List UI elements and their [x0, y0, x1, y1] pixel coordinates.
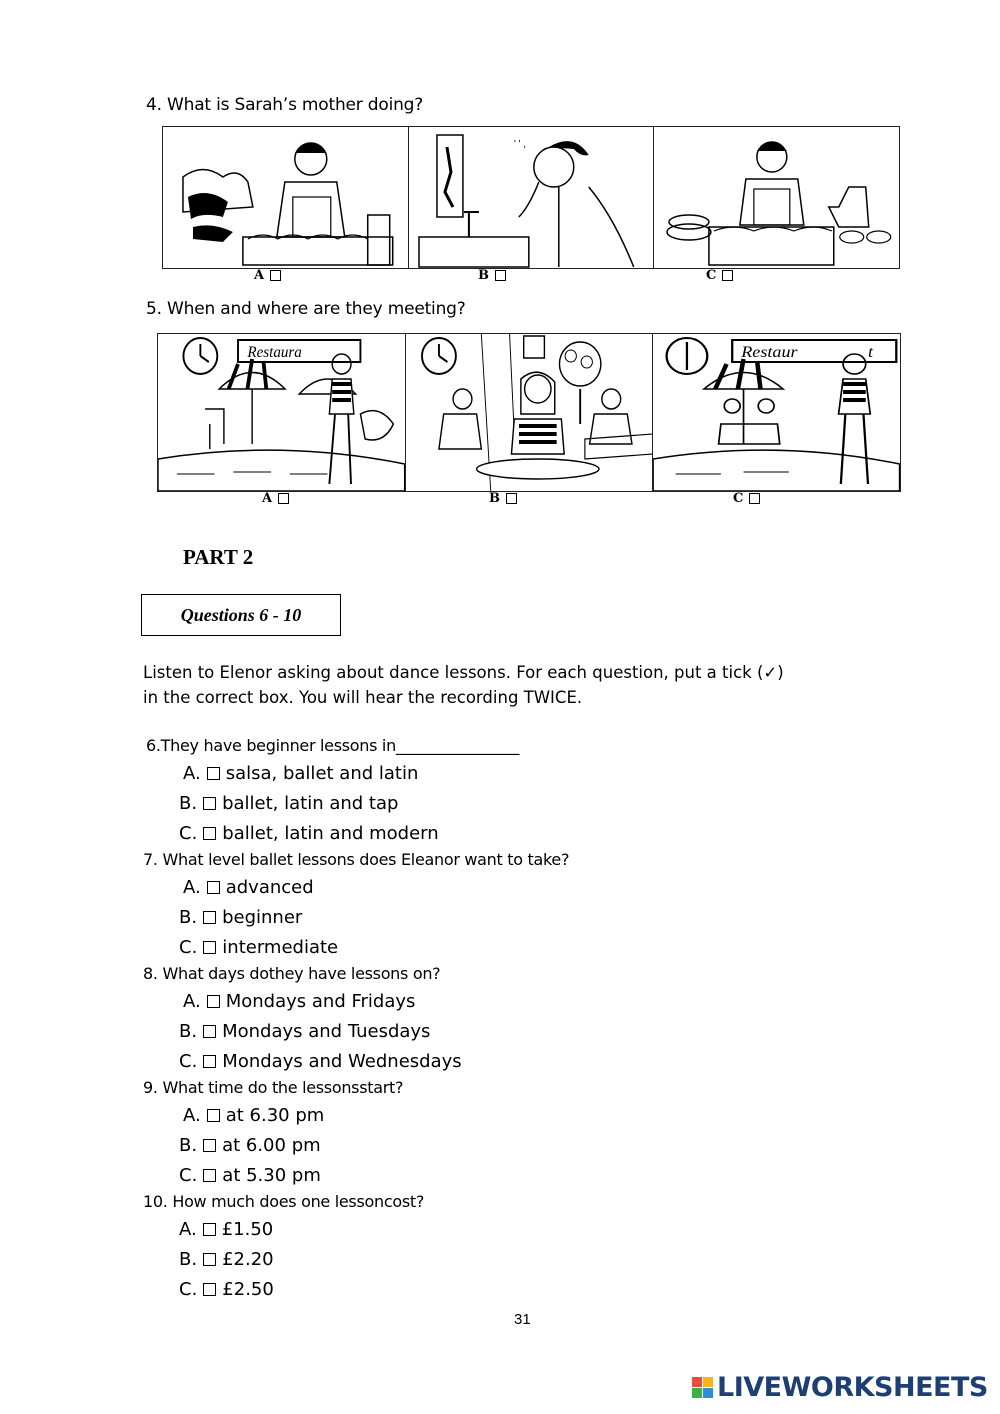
- picture-5a-restaurant-outside-day: [158, 334, 406, 491]
- option-letter: B.: [179, 907, 198, 928]
- option-text: £2.50: [222, 1279, 274, 1300]
- question-4-title: 4. What is Sarah’s mother doing?: [146, 95, 424, 115]
- q4-label-c[interactable]: [706, 268, 733, 283]
- option-text: beginner: [222, 907, 303, 928]
- option-letter: C: [733, 491, 744, 506]
- svg-text:' ' ,: ' ' ,: [513, 138, 526, 151]
- logo-square: [692, 1388, 702, 1398]
- question-10-text: 10. How much does one lessoncost?: [143, 1192, 425, 1211]
- option-letter: B.: [179, 1249, 198, 1270]
- checkbox[interactable]: [495, 270, 506, 281]
- checkbox[interactable]: [203, 1139, 216, 1152]
- question-9-option-c[interactable]: [179, 1165, 321, 1186]
- option-letter: B.: [179, 1021, 198, 1042]
- svg-text:Restaura: Restaura: [247, 343, 302, 362]
- logo-square: [692, 1377, 702, 1387]
- option-letter: A: [254, 268, 265, 283]
- option-text: ballet, latin and modern: [222, 823, 439, 844]
- question-10-option-b[interactable]: [179, 1249, 274, 1270]
- checkbox[interactable]: [749, 493, 760, 504]
- checkbox[interactable]: [203, 1055, 216, 1068]
- q5-label-a[interactable]: [262, 491, 289, 506]
- option-text: Mondays and Wednesdays: [222, 1051, 462, 1072]
- option-text: Mondays and Fridays: [225, 991, 416, 1012]
- question-8-text: 8. What days dothey have lessons on?: [143, 964, 441, 983]
- liveworksheets-logo[interactable]: [692, 1372, 988, 1403]
- question-10-option-a[interactable]: [179, 1219, 273, 1240]
- checkbox[interactable]: [207, 881, 220, 894]
- checkbox[interactable]: [207, 995, 220, 1008]
- q4-label-b[interactable]: [478, 268, 506, 283]
- question-5-title: 5. When and where are they meeting?: [146, 299, 466, 319]
- option-letter: A.: [183, 1105, 201, 1126]
- option-letter: C.: [179, 1279, 198, 1300]
- option-letter: A.: [179, 1219, 197, 1240]
- question-5-pictures: [157, 333, 901, 492]
- svg-text:Restaur: Restaur: [741, 342, 798, 361]
- option-text: at 6.00 pm: [222, 1135, 321, 1156]
- instructions-line-2: in the correct box. You will hear the recording TWICE.: [143, 688, 583, 707]
- picture-4c-washing-dishes: [654, 127, 899, 268]
- instructions-line-1: Listen to Elenor asking about dance lessons. For each question, put a tick (✓): [143, 663, 784, 682]
- checkbox[interactable]: [203, 827, 216, 840]
- question-9-option-b[interactable]: [179, 1135, 321, 1156]
- checkbox[interactable]: [203, 1223, 216, 1236]
- question-7-option-a[interactable]: [183, 877, 314, 898]
- option-text: £1.50: [221, 1219, 274, 1240]
- option-text: £2.20: [222, 1249, 274, 1270]
- option-letter: A: [262, 491, 273, 506]
- option-letter: A.: [183, 877, 201, 898]
- logo-square: [703, 1377, 713, 1387]
- questions-range-label: Questions 6 - 10: [180, 604, 302, 625]
- checkbox[interactable]: [506, 493, 517, 504]
- checkbox[interactable]: [278, 493, 289, 504]
- picture-5c-restaurant-outside-night: [653, 334, 900, 491]
- question-8-option-b[interactable]: [179, 1021, 430, 1042]
- brand-name: LIVEWORKSHEETS: [717, 1372, 988, 1403]
- question-7-option-c[interactable]: [179, 937, 338, 958]
- page-number: 31: [514, 1311, 531, 1328]
- picture-5b-restaurant-inside: [406, 334, 654, 491]
- option-text: at 5.30 pm: [222, 1165, 321, 1186]
- logo-mark-icon: [692, 1377, 713, 1398]
- option-letter: C.: [179, 823, 198, 844]
- question-7-option-b[interactable]: [179, 907, 302, 928]
- option-letter: C.: [179, 1165, 198, 1186]
- questions-range-box: [141, 594, 341, 636]
- question-6-option-c[interactable]: [179, 823, 439, 844]
- checkbox[interactable]: [203, 941, 216, 954]
- option-text: Mondays and Tuesdays: [222, 1021, 431, 1042]
- option-letter: C.: [179, 1051, 198, 1072]
- question-9-text: 9. What time do the lessonsstart?: [143, 1078, 404, 1097]
- option-letter: C: [706, 268, 717, 283]
- checkbox[interactable]: [203, 1169, 216, 1182]
- question-7-text: 7. What level ballet lessons does Eleanor want to take?: [143, 850, 570, 869]
- option-letter: C.: [179, 937, 198, 958]
- logo-square: [703, 1388, 713, 1398]
- option-letter: A.: [183, 763, 201, 784]
- option-text: advanced: [225, 877, 314, 898]
- q5-label-b[interactable]: [489, 491, 517, 506]
- picture-4b-washing-face: [409, 127, 655, 268]
- option-text: salsa, ballet and latin: [225, 763, 419, 784]
- instructions: [143, 660, 903, 710]
- question-6-option-b[interactable]: [179, 793, 398, 814]
- checkbox[interactable]: [207, 767, 220, 780]
- option-letter: A.: [183, 991, 201, 1012]
- q5-label-c[interactable]: [733, 491, 760, 506]
- question-6-text: 6.They have beginner lessons in________________: [146, 736, 520, 755]
- svg-text:t: t: [868, 342, 874, 361]
- part-2-title: PART 2: [183, 545, 254, 569]
- checkbox[interactable]: [203, 1253, 216, 1266]
- option-letter: B.: [179, 793, 198, 814]
- picture-4a-washing-clothes: [163, 127, 409, 268]
- question-4-pictures: [162, 126, 900, 269]
- checkbox[interactable]: [207, 1109, 220, 1122]
- checkbox[interactable]: [203, 911, 216, 924]
- checkbox[interactable]: [203, 797, 216, 810]
- option-text: at 6.30 pm: [225, 1105, 325, 1126]
- question-8-option-a[interactable]: [183, 991, 415, 1012]
- question-9-option-a[interactable]: [183, 1105, 324, 1126]
- option-text: ballet, latin and tap: [222, 793, 399, 814]
- q4-label-a[interactable]: [254, 268, 281, 283]
- question-6-option-a[interactable]: [183, 763, 418, 784]
- checkbox[interactable]: [203, 1025, 216, 1038]
- option-letter: B: [489, 491, 500, 506]
- checkbox[interactable]: [203, 1283, 216, 1296]
- checkbox[interactable]: [270, 270, 281, 281]
- question-10-option-c[interactable]: [179, 1279, 274, 1300]
- option-text: intermediate: [222, 937, 339, 958]
- option-letter: B.: [179, 1135, 198, 1156]
- option-letter: B: [478, 268, 489, 283]
- checkbox[interactable]: [722, 270, 733, 281]
- question-8-option-c[interactable]: [179, 1051, 462, 1072]
